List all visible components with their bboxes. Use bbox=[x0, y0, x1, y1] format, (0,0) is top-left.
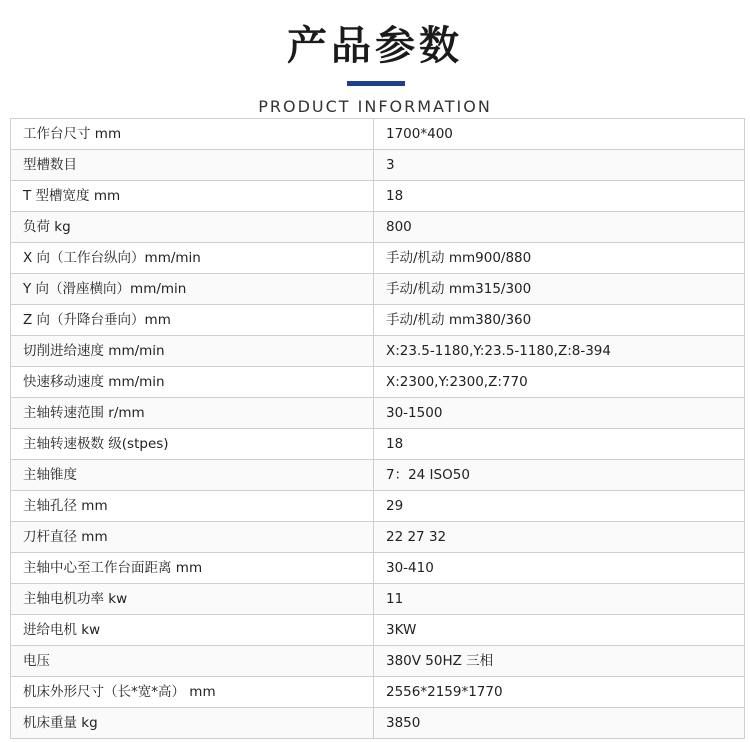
spec-name-cell: 型槽数目 bbox=[11, 150, 374, 181]
table-row bbox=[11, 305, 745, 336]
spec-value-cell: 30-1500 bbox=[374, 398, 745, 429]
table-row bbox=[11, 677, 745, 708]
spec-value-cell: 7：24 ISO50 bbox=[374, 460, 745, 491]
page-title: 产品参数 bbox=[287, 23, 463, 69]
table-row bbox=[11, 708, 745, 739]
table-row bbox=[11, 460, 745, 491]
spec-name-cell: 进给电机 kw bbox=[11, 615, 374, 646]
table-row bbox=[11, 119, 745, 150]
table-row bbox=[11, 212, 745, 243]
title-underline bbox=[347, 81, 405, 86]
spec-value-cell: 22 27 32 bbox=[374, 522, 745, 553]
spec-value-cell: 手动/机动 mm315/300 bbox=[374, 274, 745, 305]
spec-value-cell: 30-410 bbox=[374, 553, 745, 584]
table-row bbox=[11, 181, 745, 212]
spec-value-cell: 手动/机动 mm900/880 bbox=[374, 243, 745, 274]
table-row bbox=[11, 367, 745, 398]
spec-value-cell: 3KW bbox=[374, 615, 745, 646]
spec-name-cell: 切削进给速度 mm/min bbox=[11, 336, 374, 367]
spec-name-cell: 主轴中心至工作台面距离 mm bbox=[11, 553, 374, 584]
spec-value-cell: 380V 50HZ 三相 bbox=[374, 646, 745, 677]
table-row bbox=[11, 336, 745, 367]
table-row bbox=[11, 584, 745, 615]
spec-name-cell: 机床外形尺寸（长*宽*高） mm bbox=[11, 677, 374, 708]
spec-name-cell: T 型槽宽度 mm bbox=[11, 181, 374, 212]
table-row bbox=[11, 243, 745, 274]
table-row bbox=[11, 491, 745, 522]
spec-name-cell: 主轴孔径 mm bbox=[11, 491, 374, 522]
spec-name-cell: 负荷 kg bbox=[11, 212, 374, 243]
spec-name-cell: 刀杆直径 mm bbox=[11, 522, 374, 553]
table-row bbox=[11, 615, 745, 646]
spec-value-cell: X:23.5-1180,Y:23.5-1180,Z:8-394 bbox=[374, 336, 745, 367]
spec-value-cell: 18 bbox=[374, 181, 745, 212]
spec-name-cell: Y 向（滑座横向）mm/min bbox=[11, 274, 374, 305]
spec-name-cell: 主轴转速范围 r/mm bbox=[11, 398, 374, 429]
spec-table bbox=[10, 118, 745, 739]
table-row bbox=[11, 553, 745, 584]
spec-value-cell: 1700*400 bbox=[374, 119, 745, 150]
table-row bbox=[11, 150, 745, 181]
spec-value-cell: 3 bbox=[374, 150, 745, 181]
spec-name-cell: 电压 bbox=[11, 646, 374, 677]
spec-name-cell: X 向（工作台纵向）mm/min bbox=[11, 243, 374, 274]
table-row bbox=[11, 646, 745, 677]
spec-value-cell: 800 bbox=[374, 212, 745, 243]
spec-name-cell: 快速移动速度 mm/min bbox=[11, 367, 374, 398]
page-subtitle: PRODUCT INFORMATION bbox=[258, 97, 492, 116]
spec-value-cell: 29 bbox=[374, 491, 745, 522]
spec-name-cell: 工作台尺寸 mm bbox=[11, 119, 374, 150]
table-row bbox=[11, 429, 745, 460]
spec-value-cell: X:2300,Y:2300,Z:770 bbox=[374, 367, 745, 398]
table-row bbox=[11, 398, 745, 429]
spec-value-cell: 3850 bbox=[374, 708, 745, 739]
spec-value-cell: 手动/机动 mm380/360 bbox=[374, 305, 745, 336]
spec-name-cell: 主轴转速极数 级(stpes) bbox=[11, 429, 374, 460]
spec-value-cell: 18 bbox=[374, 429, 745, 460]
spec-value-cell: 2556*2159*1770 bbox=[374, 677, 745, 708]
spec-name-cell: 主轴锥度 bbox=[11, 460, 374, 491]
spec-table-body bbox=[11, 119, 745, 739]
spec-name-cell: 机床重量 kg bbox=[11, 708, 374, 739]
spec-name-cell: Z 向（升降台垂向）mm bbox=[11, 305, 374, 336]
spec-value-cell: 11 bbox=[374, 584, 745, 615]
table-row bbox=[11, 522, 745, 553]
spec-name-cell: 主轴电机功率 kw bbox=[11, 584, 374, 615]
table-row bbox=[11, 274, 745, 305]
